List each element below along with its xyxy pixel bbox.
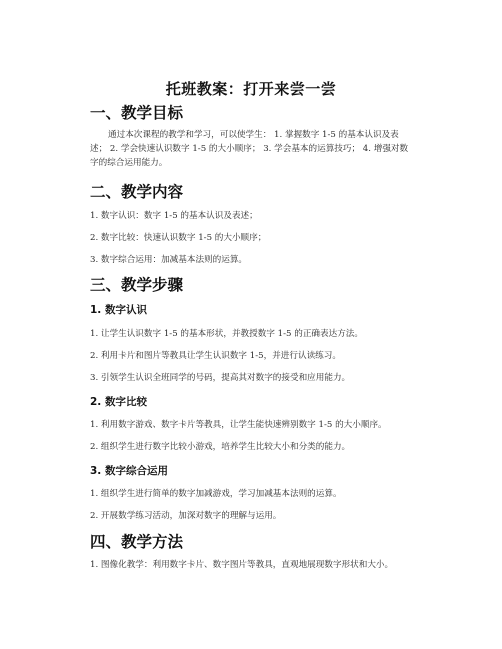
- goals-line-1: 通过本次课程的教学和学习，可以使学生： 1. 掌握数字 1-5 的基本认识及表: [108, 130, 399, 140]
- steps-sub1-item-3: 3. 引领学生认识全班同学的号码，提高其对数字的接受和应用能力。: [90, 373, 351, 383]
- section-heading-methods: 四、教学方法: [90, 533, 184, 551]
- methods-item-1: 1. 图像化教学：利用数字卡片、数字图片等教具，直观地展现数字形状和大小。: [90, 560, 394, 570]
- goals-line-2: 述； 2. 学会快速认识数字 1-5 的大小顺序； 3. 学会基本的运算技巧； 4. 增强对数: [90, 144, 409, 154]
- subheading-number-recognition: 1. 数字认识: [90, 304, 147, 316]
- section-heading-content: 二、教学内容: [90, 183, 184, 201]
- subheading-number-application: 3. 数字综合运用: [90, 465, 168, 477]
- subheading-number-comparison: 2. 数字比较: [90, 396, 147, 408]
- document-title: 托班教案：打开来尝一尝: [165, 80, 337, 98]
- steps-sub2-item-1: 1. 利用数字游戏、数字卡片等教具，让学生能快速辨别数字 1-5 的大小顺序。: [90, 420, 387, 430]
- steps-sub1-item-2: 2. 利用卡片和图片等教具让学生认识数字 1-5，并进行认读练习。: [90, 351, 341, 361]
- content-item-1: 1. 数字认识：数字 1-5 的基本认识及表述；: [90, 211, 258, 221]
- steps-sub3-item-1: 1. 组织学生进行简单的数字加减游戏，学习加减基本法则的运算。: [90, 489, 342, 499]
- steps-sub3-item-2: 2. 开展数学练习活动，加深对数字的理解与运用。: [90, 511, 282, 521]
- goals-paragraph: [90, 128, 420, 170]
- content-item-3: 3. 数字综合运用：加减基本法则的运算。: [90, 255, 248, 265]
- content-item-2: 2. 数字比较：快速认识数字 1-5 的大小顺序；: [90, 233, 267, 243]
- section-heading-goals: 一、教学目标: [90, 104, 184, 122]
- goals-line-3: 字的综合运用能力。: [90, 158, 168, 168]
- steps-sub1-item-1: 1. 让学生认识数字 1-5 的基本形状，并教授数字 1-5 的正确表达方法。: [90, 329, 363, 339]
- section-heading-steps: 三、教学步骤: [90, 276, 184, 294]
- steps-sub2-item-2: 2. 组织学生进行数字比较小游戏，培养学生比较大小和分类的能力。: [90, 442, 351, 452]
